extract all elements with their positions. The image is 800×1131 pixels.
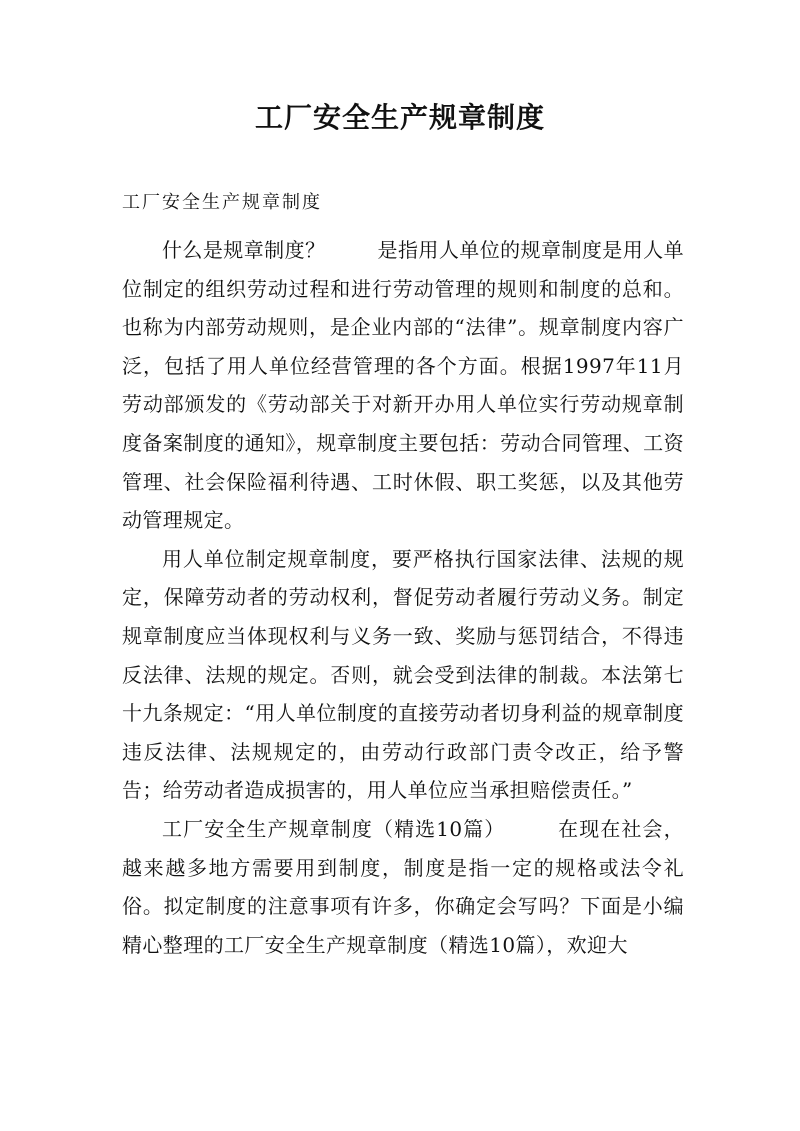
document-body <box>122 231 684 964</box>
paragraph-text: 是指用人单位的规章制度是用人单位制定的组织劳动过程和进行劳动管理的规则和制度的总和。也称为内部劳动规则，是企业内部的“法律”。规章制度内容广泛，包括了用人单位经营管理的各个方面。根据1997年11月劳动部颁发的《劳动部关于对新开办用人单位实行劳动规章制度备案制度的通知》，规章制度主要包括：劳动合同管理、工资管理、社会保险福利待遇、工时休假、职工奖惩，以及其他劳动管理规定。 <box>122 238 685 533</box>
paragraph-lead-title: 工厂安全生产规章制度（精选10篇） <box>162 816 506 841</box>
document-subtitle: 工厂安全生产规章制度 <box>122 192 322 213</box>
paragraph-text: 用人单位制定规章制度，要严格执行国家法律、法规的规定，保障劳动者的劳动权利，督促劳动者履行劳动义务。制定规章制度应当体现权利与义务一致、奖励与惩罚结合，不得违反法律、法规的规定。否则，就会受到法律的制裁。本法第七十九条规定：“用人单位制度的直接劳动者切身利益的规章制度违反法律、法规规定的，由劳动行政部门责令改正，给予警告；给劳动者造成损害的，用人单位应当承担赔偿责任。” <box>122 546 684 803</box>
paragraph-introduction <box>122 810 684 964</box>
document-title: 工厂安全生产规章制度 <box>254 101 545 134</box>
paragraph-definition <box>122 231 684 540</box>
paragraph-lead-question: 什么是规章制度？ <box>162 238 326 262</box>
paragraph-text: 在现在社会，越来越多地方需要用到制度，制度是指一定的规格或法令礼俗。拟定制度的注意事项有许多，你确定会写吗？下面是小编精心整理的工厂安全生产规章制度（精选10篇），欢迎大 <box>122 816 685 957</box>
paragraph-legal-requirements <box>122 540 684 810</box>
